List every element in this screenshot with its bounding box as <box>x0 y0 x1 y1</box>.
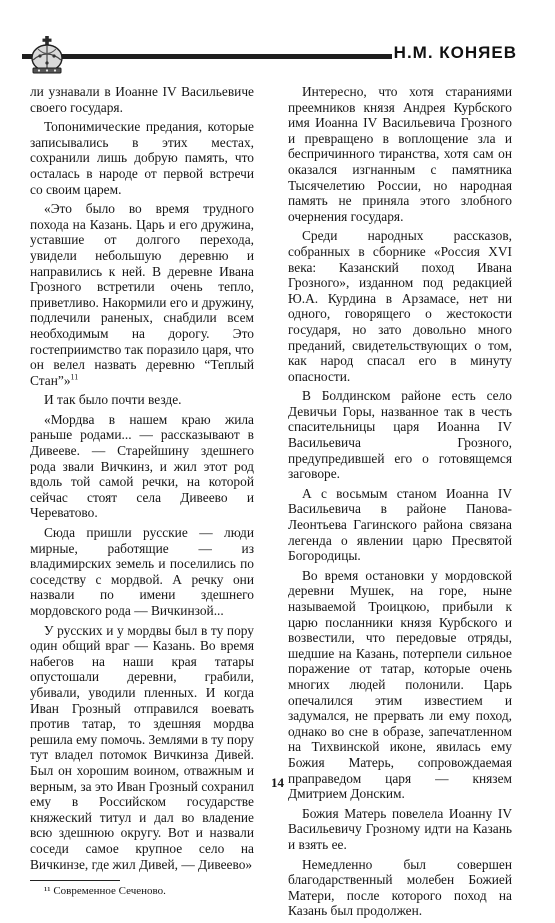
paragraph-text: «Это было во время трудного похода на Казань. Царь и его дружина, уставшие от долгого перехода, увидели небольшую деревню и направились к ней. В деревне Ивана Грозного встретили очень тепло, приветливо. Накормили его и дружину, подлечили раненых, снабдили всем необходимым на дорогу. Это гостеприимство так поразило царя, что он велел назвать деревню “Теплый Стан”» <box>30 201 254 388</box>
right-column <box>288 84 512 923</box>
paragraph <box>288 806 512 853</box>
paragraph-text: ли узнавали в Иоанне IV Васильевиче своего государя. <box>30 84 254 115</box>
footnote-marker: 11 <box>70 372 79 382</box>
paragraph <box>30 201 254 388</box>
paragraph-text: «Мордва в нашем краю жила раньше родами... — рассказывают в Дивееве. — Старейшину здешнего рода звали Вичкинз, и жил этот род вдоль той самой речки, на которой сейчас стоят села Дивеево и Череватово. <box>30 411 254 521</box>
paragraph <box>288 388 512 482</box>
paragraph <box>30 525 254 619</box>
paragraph-text: В Болдинском районе есть село Девичьи Горы, названное так в честь спасительницы царя Иоанна IV Васильевича Грозного, предупредившей его о готовящемся заговоре. <box>288 388 512 482</box>
paragraph-text: ¹¹ Современное Сеченово. <box>44 885 166 898</box>
paragraph <box>30 623 254 873</box>
footnote <box>30 885 254 898</box>
footnote-rule <box>30 880 120 881</box>
paragraph-text: Среди народных рассказов, собранных в сборнике «Россия XVI века: Казанский поход Ивана Грозного», изданном под редакцией Ю.А. Курдина в Арзамасе, нет ни одного, говорящего о жестокости государя, но зато довольно много преданий, свидетельствующих о том, как народ спасал его в минуту опасности. <box>288 228 512 384</box>
paragraph <box>30 119 254 197</box>
paragraph <box>288 857 512 919</box>
page-number: 14 <box>271 775 284 790</box>
paragraph <box>288 486 512 564</box>
paragraph <box>288 228 512 384</box>
paragraph <box>30 412 254 521</box>
paragraph-text: И так было почти везде. <box>44 392 182 408</box>
running-head-author: Н.М. КОНЯЕВ <box>393 43 517 62</box>
paragraph <box>30 392 254 408</box>
paragraph <box>30 84 254 115</box>
crown-icon <box>30 36 64 76</box>
paragraph-text: Божия Матерь повелела Иоанну IV Васильевичу Грозному идти на Казань и взять ее. <box>288 805 512 852</box>
paragraph <box>288 568 512 802</box>
paragraph-text: Интересно, что хотя стараниями преемников князя Андрея Курбского имя Иоанна IV Васильевича Грозного и превращено в воплощение зла и беспричинного тиранства, хотя сам он оказался изгнанным с памятника Тысячелетию России, но народная память не приняла этого злобного очернения государя. <box>288 84 512 224</box>
paragraph-text: Во время остановки у мордовской деревни Мушек, на горе, ныне называемой Троицкою, прибыли к царю посланники князя Курбского и возвестили, что передовые отряды, шедшие на Казань, потерпели сильное поражение от татар, которые очень многих людей полонили. Царь опечалился этим известием и задумался, не прервать ли ему поход, однако во сне в образе, запечатленном на Тихвинской иконе, явилась ему Божия Матерь, сопровождаемая праправедом царя — князем Дмитрием Донским. <box>288 567 512 802</box>
paragraph <box>288 84 512 224</box>
header-rule <box>22 54 392 59</box>
paragraph-text: А с восьмым станом Иоанна IV Васильевича в районе Панова-Леонтьева Гагинского района связана легенда о явлении царю Пресвятой Богородицы. <box>288 485 512 564</box>
paragraph-text: Немедленно был совершен благодарственный молебен Божией Матери, после которого поход на Казань был продолжен. <box>288 856 512 919</box>
paragraph-text: Сюда пришли русские — люди мирные, работящие — из владимирских земель и поселились по соседству с мордвой. А речку они назвали по имени здешнего мордовского рода — Вичкинзой... <box>30 525 254 618</box>
paragraph-text: У русских и у мордвы был в ту пору один общий враг — Казань. Во время набегов на наши края татары опустошали деревни, грабили, убивали, уводили пленных. И когда Иван Грозный отправился воевать против татар, то здешняя мордва решила ему помочь. Землями в ту пору тут владел потомок Вичкинза Дивей. Был он хорошим воином, отважным и верным, за это Иван Грозный сохранил ему в Российском государстве княжеский титул и дал во владение всю здешнюю округу. Вот и назвали соседи самое крупное село на Вичкинзе, где жил Дивей, — Дивеево» <box>30 622 254 872</box>
paragraph-text: Топонимические предания, которые записывались в этих местах, сохранили лишь добрую память, что осталась в народе от первой встречи со своим царем. <box>30 119 254 197</box>
